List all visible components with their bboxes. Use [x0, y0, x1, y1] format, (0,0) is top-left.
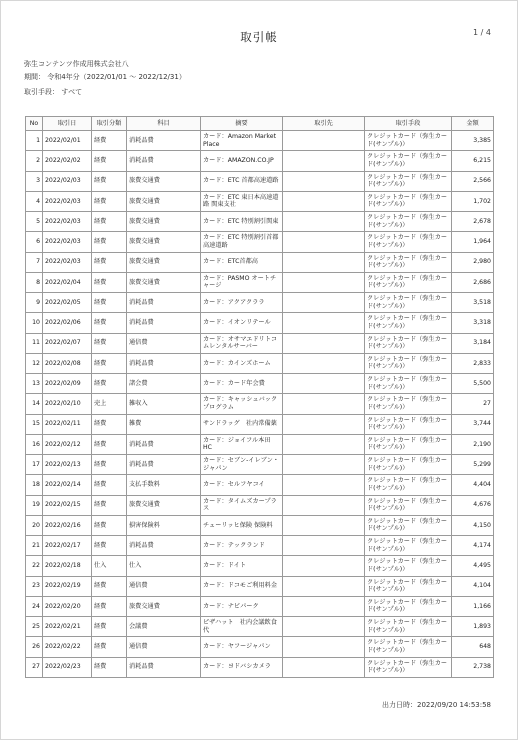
cell-no: 26 [26, 637, 43, 657]
cell-date: 2022/02/15 [43, 495, 92, 515]
table-row [26, 232, 494, 252]
cell-no: 7 [26, 252, 43, 272]
cell-account: 消耗品費 [127, 151, 201, 171]
cell-partner [283, 353, 365, 373]
cell-amount: 4,676 [452, 495, 494, 515]
cell-account: 雑収入 [127, 394, 201, 414]
cell-no: 16 [26, 434, 43, 454]
cell-date: 2022/02/03 [43, 212, 92, 232]
cell-partner [283, 333, 365, 353]
cell-no: 24 [26, 596, 43, 616]
table-row [26, 414, 494, 434]
cell-no: 10 [26, 313, 43, 333]
cell-memo: カード：Amazon Market Place [201, 131, 283, 151]
cell-account: 通信費 [127, 333, 201, 353]
cell-method: クレジットカード（弥生カード(サンプル)） [365, 434, 452, 454]
table-row [26, 191, 494, 211]
cell-method: クレジットカード（弥生カード(サンプル)） [365, 232, 452, 252]
table-row [26, 596, 494, 616]
cell-amount: 3,184 [452, 333, 494, 353]
cell-date: 2022/02/01 [43, 131, 92, 151]
cell-date: 2022/02/05 [43, 293, 92, 313]
cell-account: 旅費交通費 [127, 596, 201, 616]
cell-date: 2022/02/18 [43, 556, 92, 576]
table-row [26, 617, 494, 637]
cell-account: 会議費 [127, 617, 201, 637]
table-row [26, 131, 494, 151]
cell-account: 通信費 [127, 576, 201, 596]
cell-method: クレジットカード（弥生カード(サンプル)） [365, 414, 452, 434]
cell-account: 仕入 [127, 556, 201, 576]
column-header-partner: 取引先 [283, 117, 365, 131]
cell-type: 仕入 [92, 556, 127, 576]
cell-method: クレジットカード（弥生カード(サンプル)） [365, 374, 452, 394]
column-header-date: 取引日 [43, 117, 92, 131]
cell-no: 15 [26, 414, 43, 434]
table-header-row [26, 117, 494, 131]
table-row [26, 576, 494, 596]
column-header-amount: 金額 [452, 117, 494, 131]
cell-method: クレジットカード（弥生カード(サンプル)） [365, 576, 452, 596]
cell-method: クレジットカード（弥生カード(サンプル)） [365, 212, 452, 232]
cell-memo: カード：テックランド [201, 536, 283, 556]
cell-account: 消耗品費 [127, 536, 201, 556]
cell-partner [283, 515, 365, 535]
cell-no: 25 [26, 617, 43, 637]
cell-amount: 4,404 [452, 475, 494, 495]
cell-type: 経費 [92, 232, 127, 252]
cell-memo: カード：キャッシュバックプログラム [201, 394, 283, 414]
cell-type: 経費 [92, 333, 127, 353]
cell-partner [283, 434, 365, 454]
cell-memo: カード：ETC 特別割引首都高速道路 [201, 232, 283, 252]
cell-method: クレジットカード（弥生カード(サンプル)） [365, 455, 452, 475]
printed-timestamp: 出力日時：2022/09/20 14:53:58 [381, 701, 491, 709]
cell-partner [283, 191, 365, 211]
cell-partner [283, 293, 365, 313]
cell-amount: 4,150 [452, 515, 494, 535]
cell-date: 2022/02/02 [43, 151, 92, 171]
cell-account: 旅費交通費 [127, 232, 201, 252]
company-name: 弥生コンテンツ作成用株式会社八 [24, 60, 129, 68]
cell-amount: 2,833 [452, 353, 494, 373]
cell-method: クレジットカード（弥生カード(サンプル)） [365, 151, 452, 171]
cell-partner [283, 151, 365, 171]
cell-partner [283, 374, 365, 394]
cell-partner [283, 313, 365, 333]
cell-amount: 5,500 [452, 374, 494, 394]
cell-account: 消耗品費 [127, 293, 201, 313]
cell-account: 支払手数料 [127, 475, 201, 495]
cell-type: 経費 [92, 596, 127, 616]
cell-account: 消耗品費 [127, 455, 201, 475]
cell-account: 損害保険料 [127, 515, 201, 535]
cell-type: 経費 [92, 252, 127, 272]
cell-partner [283, 455, 365, 475]
cell-type: 経費 [92, 414, 127, 434]
cell-no: 1 [26, 131, 43, 151]
table-row [26, 313, 494, 333]
transaction-table [25, 116, 494, 678]
cell-memo: カード：ドコモご利用料金 [201, 576, 283, 596]
cell-date: 2022/02/13 [43, 455, 92, 475]
table-row [26, 434, 494, 454]
column-header-account: 科目 [127, 117, 201, 131]
cell-date: 2022/02/06 [43, 313, 92, 333]
cell-no: 27 [26, 657, 43, 677]
cell-memo: カード：セルフヤコイ [201, 475, 283, 495]
table-row [26, 536, 494, 556]
cell-memo: カード：ジョイフル本田 HC [201, 434, 283, 454]
cell-no: 5 [26, 212, 43, 232]
cell-amount: 2,738 [452, 657, 494, 677]
cell-method: クレジットカード（弥生カード(サンプル)） [365, 495, 452, 515]
cell-memo: サンドラッグ 社内常備薬 [201, 414, 283, 434]
cell-method: クレジットカード（弥生カード(サンプル)） [365, 313, 452, 333]
cell-method: クレジットカード（弥生カード(サンプル)） [365, 637, 452, 657]
cell-date: 2022/02/03 [43, 252, 92, 272]
cell-date: 2022/02/16 [43, 515, 92, 535]
column-header-no: No [26, 117, 43, 131]
cell-no: 9 [26, 293, 43, 313]
cell-type: 経費 [92, 515, 127, 535]
table-row [26, 374, 494, 394]
cell-account: 通信費 [127, 637, 201, 657]
cell-date: 2022/02/17 [43, 536, 92, 556]
cell-partner [283, 171, 365, 191]
cell-amount: 3,744 [452, 414, 494, 434]
cell-account: 旅費交通費 [127, 171, 201, 191]
cell-method: クレジットカード（弥生カード(サンプル)） [365, 293, 452, 313]
cell-no: 13 [26, 374, 43, 394]
column-header-method: 取引手段 [365, 117, 452, 131]
cell-amount: 27 [452, 394, 494, 414]
cell-amount: 2,980 [452, 252, 494, 272]
cell-no: 21 [26, 536, 43, 556]
page-title: 取引帳 [240, 30, 278, 44]
cell-account: 旅費交通費 [127, 212, 201, 232]
cell-no: 11 [26, 333, 43, 353]
cell-partner [283, 414, 365, 434]
cell-date: 2022/02/08 [43, 353, 92, 373]
cell-type: 経費 [92, 637, 127, 657]
cell-amount: 3,385 [452, 131, 494, 151]
cell-account: 旅費交通費 [127, 191, 201, 211]
cell-amount: 2,678 [452, 212, 494, 232]
cell-date: 2022/02/23 [43, 657, 92, 677]
cell-date: 2022/02/04 [43, 272, 92, 292]
table-row [26, 333, 494, 353]
cell-memo: カード：PASMO オートチャージ [201, 272, 283, 292]
cell-account: 雑費 [127, 414, 201, 434]
cell-no: 23 [26, 576, 43, 596]
cell-type: 経費 [92, 495, 127, 515]
cell-memo: チューリッヒ保険 保険料 [201, 515, 283, 535]
cell-partner [283, 272, 365, 292]
cell-no: 4 [26, 191, 43, 211]
cell-amount: 1,964 [452, 232, 494, 252]
cell-account: 旅費交通費 [127, 495, 201, 515]
cell-method: クレジットカード（弥生カード(サンプル)） [365, 394, 452, 414]
column-header-type: 取引分類 [92, 117, 127, 131]
cell-partner [283, 475, 365, 495]
cell-type: 経費 [92, 272, 127, 292]
table-row [26, 394, 494, 414]
cell-method: クレジットカード（弥生カード(サンプル)） [365, 272, 452, 292]
cell-no: 19 [26, 495, 43, 515]
cell-date: 2022/02/09 [43, 374, 92, 394]
cell-date: 2022/02/14 [43, 475, 92, 495]
cell-type: 経費 [92, 313, 127, 333]
cell-type: 経費 [92, 576, 127, 596]
cell-no: 20 [26, 515, 43, 535]
cell-memo: カード：セブン-イレブン・ジャパン [201, 455, 283, 475]
cell-partner [283, 212, 365, 232]
cell-method: クレジットカード（弥生カード(サンプル)） [365, 475, 452, 495]
cell-date: 2022/02/12 [43, 434, 92, 454]
cell-method: クレジットカード（弥生カード(サンプル)） [365, 191, 452, 211]
cell-date: 2022/02/03 [43, 191, 92, 211]
cell-account: 諸会費 [127, 374, 201, 394]
cell-date: 2022/02/10 [43, 394, 92, 414]
cell-method: クレジットカード（弥生カード(サンプル)） [365, 657, 452, 677]
cell-memo: カード：ETC 首都高速道路 [201, 171, 283, 191]
period-label: 期間： 令和4年分（2022/01/01 ～ 2022/12/31） [24, 73, 186, 81]
cell-memo: カード：ETC 特別割引関東 [201, 212, 283, 232]
cell-type: 経費 [92, 536, 127, 556]
cell-date: 2022/02/21 [43, 617, 92, 637]
cell-partner [283, 536, 365, 556]
cell-memo: カード：ETC 東日本高速道路 関東支社 [201, 191, 283, 211]
table-row [26, 556, 494, 576]
table-row [26, 637, 494, 657]
cell-partner [283, 394, 365, 414]
cell-no: 8 [26, 272, 43, 292]
cell-memo: カード：アクアクララ [201, 293, 283, 313]
cell-memo: カード：カード年会費 [201, 374, 283, 394]
cell-method: クレジットカード（弥生カード(サンプル)） [365, 353, 452, 373]
cell-memo: カード：タイムズカープラス [201, 495, 283, 515]
cell-method: クレジットカード（弥生カード(サンプル)） [365, 556, 452, 576]
cell-memo: カード：イオンリテール [201, 313, 283, 333]
table-row [26, 515, 494, 535]
cell-date: 2022/02/19 [43, 576, 92, 596]
table-row [26, 151, 494, 171]
cell-date: 2022/02/03 [43, 232, 92, 252]
cell-method: クレジットカード（弥生カード(サンプル)） [365, 171, 452, 191]
cell-type: 経費 [92, 353, 127, 373]
cell-method: クレジットカード（弥生カード(サンプル)） [365, 536, 452, 556]
cell-no: 6 [26, 232, 43, 252]
cell-date: 2022/02/20 [43, 596, 92, 616]
cell-type: 経費 [92, 131, 127, 151]
cell-partner [283, 596, 365, 616]
cell-partner [283, 657, 365, 677]
table-row [26, 272, 494, 292]
column-header-memo: 摘要 [201, 117, 283, 131]
cell-method: クレジットカード（弥生カード(サンプル)） [365, 131, 452, 151]
cell-no: 18 [26, 475, 43, 495]
table-row [26, 353, 494, 373]
cell-type: 売上 [92, 394, 127, 414]
table-row [26, 495, 494, 515]
cell-type: 経費 [92, 455, 127, 475]
cell-amount: 648 [452, 637, 494, 657]
cell-date: 2022/02/07 [43, 333, 92, 353]
cell-type: 経費 [92, 617, 127, 637]
cell-account: 旅費交通費 [127, 252, 201, 272]
cell-amount: 2,686 [452, 272, 494, 292]
cell-amount: 1,166 [452, 596, 494, 616]
cell-amount: 3,318 [452, 313, 494, 333]
cell-memo: ピザハット 社内会議飲食代 [201, 617, 283, 637]
table-row [26, 475, 494, 495]
cell-no: 12 [26, 353, 43, 373]
cell-date: 2022/02/22 [43, 637, 92, 657]
cell-amount: 2,190 [452, 434, 494, 454]
table-row [26, 171, 494, 191]
table-row [26, 212, 494, 232]
cell-no: 17 [26, 455, 43, 475]
cell-account: 消耗品費 [127, 131, 201, 151]
payment-filter-label: 取引手段： すべて [24, 88, 83, 96]
cell-method: クレジットカード（弥生カード(サンプル)） [365, 252, 452, 272]
cell-memo: カード：カインズホーム [201, 353, 283, 373]
cell-partner [283, 252, 365, 272]
cell-type: 経費 [92, 171, 127, 191]
cell-type: 経費 [92, 191, 127, 211]
cell-partner [283, 232, 365, 252]
cell-method: クレジットカード（弥生カード(サンプル)） [365, 617, 452, 637]
cell-type: 経費 [92, 434, 127, 454]
cell-amount: 3,518 [452, 293, 494, 313]
cell-amount: 5,299 [452, 455, 494, 475]
cell-type: 経費 [92, 475, 127, 495]
cell-memo: カード：AMAZON.CO.JP [201, 151, 283, 171]
cell-account: 消耗品費 [127, 313, 201, 333]
cell-memo: カード：ヤフージャパン [201, 637, 283, 657]
cell-no: 14 [26, 394, 43, 414]
cell-amount: 1,702 [452, 191, 494, 211]
cell-memo: カード：ドイト [201, 556, 283, 576]
cell-memo: カード：オサマエドリトコムレンタルサーバー [201, 333, 283, 353]
cell-partner [283, 617, 365, 637]
cell-amount: 4,495 [452, 556, 494, 576]
cell-memo: カード：ETC首都高 [201, 252, 283, 272]
cell-method: クレジットカード（弥生カード(サンプル)） [365, 515, 452, 535]
cell-partner [283, 495, 365, 515]
cell-amount: 4,104 [452, 576, 494, 596]
cell-amount: 2,566 [452, 171, 494, 191]
cell-no: 2 [26, 151, 43, 171]
table-row [26, 455, 494, 475]
cell-partner [283, 637, 365, 657]
cell-partner [283, 556, 365, 576]
cell-type: 経費 [92, 657, 127, 677]
cell-type: 経費 [92, 374, 127, 394]
cell-date: 2022/02/11 [43, 414, 92, 434]
table-row [26, 252, 494, 272]
cell-type: 経費 [92, 151, 127, 171]
cell-partner [283, 131, 365, 151]
table-row [26, 293, 494, 313]
cell-amount: 6,215 [452, 151, 494, 171]
cell-account: 消耗品費 [127, 434, 201, 454]
table-row [26, 657, 494, 677]
cell-method: クレジットカード（弥生カード(サンプル)） [365, 333, 452, 353]
cell-memo: カード：ヨドバシカメラ [201, 657, 283, 677]
cell-type: 経費 [92, 293, 127, 313]
cell-memo: カード：ナビパーク [201, 596, 283, 616]
page-number: 1 / 4 [473, 28, 491, 37]
cell-no: 22 [26, 556, 43, 576]
cell-account: 旅費交通費 [127, 272, 201, 292]
cell-no: 3 [26, 171, 43, 191]
cell-type: 経費 [92, 212, 127, 232]
cell-account: 消耗品費 [127, 353, 201, 373]
cell-method: クレジットカード（弥生カード(サンプル)） [365, 596, 452, 616]
cell-partner [283, 576, 365, 596]
cell-amount: 4,174 [452, 536, 494, 556]
cell-date: 2022/02/03 [43, 171, 92, 191]
cell-amount: 1,893 [452, 617, 494, 637]
cell-account: 消耗品費 [127, 657, 201, 677]
